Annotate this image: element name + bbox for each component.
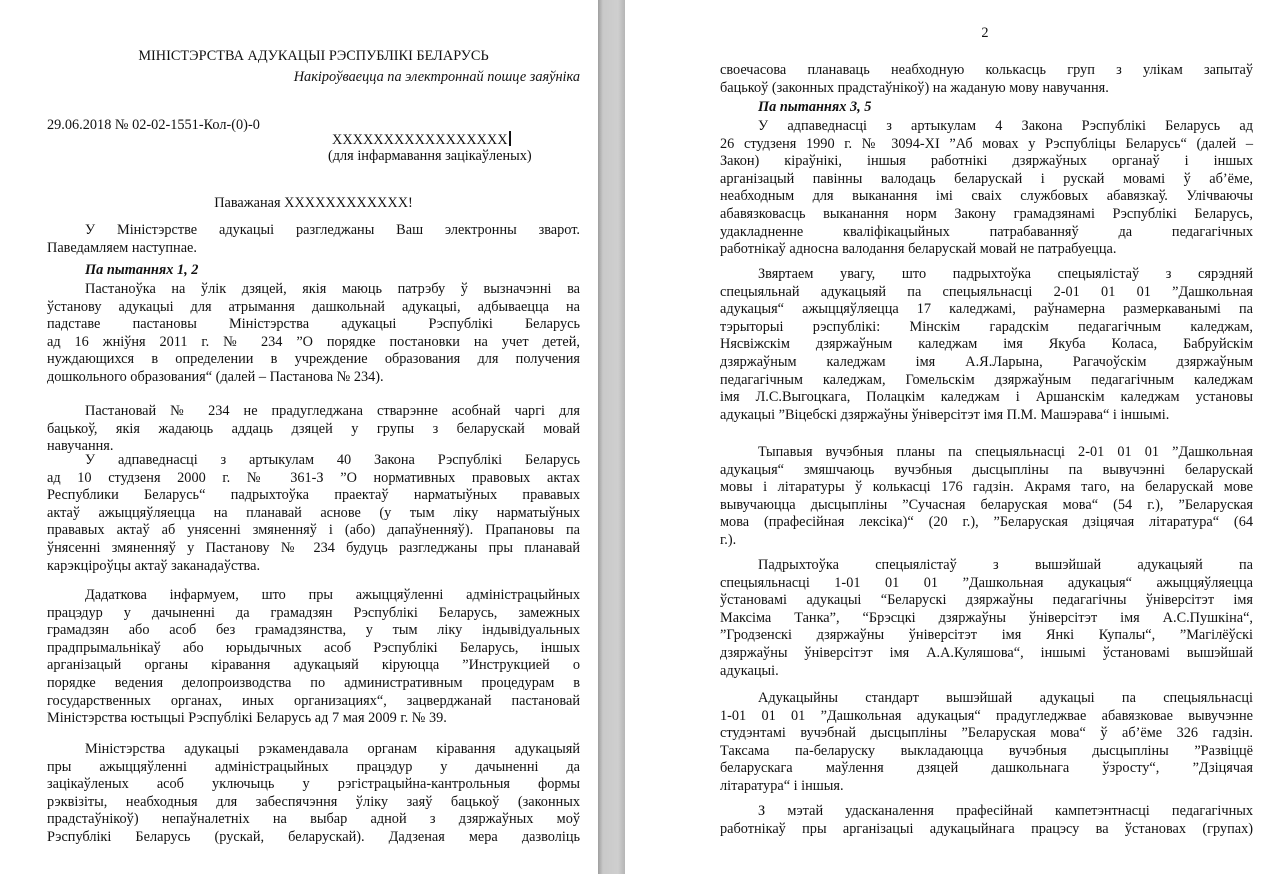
right_page.para_6-line: Закон) кіраўнікі, іншыя работнікі дзяржаўных органаў і іншых: [720, 153, 1253, 170]
right_page.para_10-line: студэнтамі вучэбнай дысцыпліны ”Беларуская мова“ ў аб’ёме 326 гадзін.: [720, 725, 1253, 742]
left_page.para_1-line: дошкольного образования“ (далей – Пастанова № 234).: [47, 369, 384, 385]
right_page.para_7-line: адукацыя“ ажыццяўляецца 17 каледжамі, раўнамерна размеркаванымі па: [720, 301, 1253, 318]
left_page.para_1-line: ўстанову адукацыі для атрымання дашкольнай адукацыі, адбываецца на: [47, 298, 580, 315]
left_page.para_3-line: ўнясенні змяненняў у Пастанову № 234 будуць разгледжаны пры планавай: [47, 540, 580, 556]
document-date-reference: 29.06.2018 № 02-02-1551-Кол-(0)-0: [47, 117, 260, 133]
right_page.para_9-line: адукацыі.: [720, 662, 779, 679]
right_page.para_9-line: ўстановамі адукацыі “Беларускі дзяржаўны педагагічны ўніверсітэт імя: [720, 592, 1253, 609]
section-heading-1-2: Па пытаннях 1, 2: [85, 262, 199, 278]
right_page.para_9-line: Максіма Танка”, “Брэсцкі дзяржаўны ўніверсітэт імя А.С.Пушкіна“,: [720, 609, 1253, 626]
right_page.para_6-line: удакладненне кваліфікацыйных патрабаванняў да педагагічных: [720, 223, 1253, 240]
right_page.para_7-line: Звяртаем увагу, што падрыхтоўка спецыялістаў з сярэдняй: [758, 266, 1253, 282]
right_page.para_8-line: вывучаюцца дысцыпліны ”Сучасная беларуская мова“ (54 г.), ”Беларуская: [720, 496, 1253, 513]
left_page.para_4-line: Міністэрства юстыцыі Рэспублікі Беларусь ад 7 мая 2009 г. № 39.: [47, 710, 447, 727]
left_page.para_4-line: порядке ведения делопроизводства по административным процедурам в: [47, 675, 580, 691]
right_page.para_7-line: спецыяльнай адукацыяй па спецыяльнасці 2-01 01 01 ”Дашкольная: [720, 283, 1253, 300]
left_page.para_3-line: карэкціроўцы актаў заканадаўства.: [47, 557, 261, 574]
right_page.para_11-line: З мэтай удасканалення прафесійнай кампетэнтнасці педагагічных: [758, 803, 1253, 819]
section-heading-3-5: Па пытаннях 3, 5: [758, 99, 872, 115]
left_page.para_5-line: зацікаўленых асоб уключыць у рэгістрацыйна-кантрольныя формы: [47, 776, 580, 793]
left_page.para_1-line: Пастаноўка на ўлік дзяцей, якія маюць патрэбу ў вызначэнні ва: [85, 281, 580, 297]
right_page.para_8-line: г.).: [720, 532, 737, 548]
left_page.para_2-line: бацькоў, якія жадаюць аддаць дзяцей у групы з беларускай мовай: [47, 420, 580, 437]
right_page.para_8-line: мова (прафесійная лексіка)“ (20 г.), ”Беларуская дзіцячая літаратура“ (64: [720, 514, 1253, 531]
left_page.intro-line: У Міністэрстве адукацыі разгледжаны Ваш электронны зварот.: [85, 222, 580, 238]
left_page.para_3-line: ад 10 студзеня 2000 г. № 361-З ”О нормативных правовых актах: [47, 469, 580, 486]
left_page.para_1-line: ад 16 жніўня 2011 г. № 234 ”О порядке постановки на учет детей,: [47, 333, 580, 350]
right_page.para_7-line: дзяржаўным каледжам імя А.Я.Ларына, Рагачоўскім дзяржаўным: [720, 354, 1253, 370]
right_page.para_8-line: адукацыя“ змяшчаюць вучэбныя дысцыпліны па вывучэнні беларускай: [720, 461, 1253, 478]
right_page.para_9-line: ”Гродзенскі дзяржаўны ўніверсітэт імя Янкі Купалы“, ”Магілёўскі: [720, 627, 1253, 644]
document-page-1: [0, 0, 598, 874]
left_page.para_1-line: нуждающихся в определении в учреждение образования для получения: [47, 351, 580, 368]
right_page.para_7-line: адукацыі ”Віцебскі дзяржаўны ўніверсітэт імя П.М. Машэрава“ і іншымі.: [720, 406, 1170, 423]
right_page.para_6-line: абавязковасць выканання норм Закону грамадзянамі Рэспублікі Беларусь,: [720, 206, 1253, 222]
left_page.para_3-line: актаў ажыццяўляецца на планавай аснове (у тым ліку нарматыўных: [47, 504, 580, 521]
right_page.para_8-line: мовы і літаратуры ў колькасці 176 гадзін. Акрамя таго, на беларускай мове: [720, 479, 1253, 496]
right_page.para_7-line: імя Л.С.Выгоцкага, Полацкім каледжам і Аршанскім каледжам установы: [720, 389, 1253, 406]
right_page.para_10-line: беларускага маўлення дзяцей дашкольнага ўзросту“, ”Дзіцячая: [720, 760, 1253, 777]
left_page.para_3-line: прававых актаў аб унясенні змяненняў і (або) дапаўненняў). Прапановы па: [47, 522, 580, 539]
page-number: 2: [981, 25, 989, 41]
left_page.para_4-line: грамадзян або асоб без грамадзянства, у тым ліку індывідуальных: [47, 622, 580, 639]
left_page.para_4-line: Дадаткова інфармуем, што пры ажыццяўленні адміністрацыйных: [85, 587, 580, 603]
right_page.para_cont-line: бацькоў (законных прадстаўнікоў) на жаданую мову навучання.: [720, 79, 1109, 96]
right_page.para_10-line: літаратура“ і іншыя.: [720, 778, 844, 794]
left_page.para_3-line: Республики Беларусь“ падрыхтоўка праектаў нарматыўных прававых: [47, 487, 580, 504]
right_page.para_7-line: Нясвіжскім дзяржаўным каледжам імя Якуба Коласа, Бабруйскім: [720, 336, 1253, 353]
header-delivery-note: Накіроўваецца па электроннай пошце заяўніка: [293, 69, 580, 85]
right_page.para_9-line: Падрыхтоўка спецыялістаў з вышэйшай адукацыяй па: [758, 557, 1253, 573]
right_page.para_7-line: педагагічным каледжам, Гомельскім дзяржаўным педагагічным каледжам: [720, 371, 1253, 388]
right_page.para_6-line: арганізацый павінны валодаць беларускай і рускай мовамі ў аб’ёме,: [720, 170, 1253, 187]
right_page.para_9-line: дзяржаўны ўніверсітэт імя А.А.Куляшова“, іншымі ўстановамі вышэйшай: [720, 645, 1253, 661]
left_page.para_5-line: Міністэрства адукацыі рэкамендавала органам кіравання адукацыяй: [85, 741, 580, 757]
right_page.para_10-line: Адукацыйны стандарт вышэйшай адукацыі па спецыяльнасці: [758, 690, 1253, 706]
left_page.para_5-line: Рэспублікі Беларусь (рускай, беларускай). Дадзеная мера дазволіць: [47, 829, 580, 845]
right_page.para_6-line: работнікаў адносна валодання беларускай мовай не патрабуецца.: [720, 241, 1117, 258]
right_page.para_6-line: неабходным для выканання імі сваіх службовых абавязкаў. Улічваючы: [720, 188, 1253, 205]
right_page.para_8-line: Тыпавыя вучэбныя планы па спецыяльнасці 2-01 01 01 ”Дашкольная: [758, 444, 1253, 460]
right_page.para_6-line: У адпаведнасці з артыкулам 4 Закона Рэспублікі Беларусь ад: [758, 118, 1253, 134]
right_page.para_6-line: 26 студзеня 1990 г. № 3094-XI ”Аб мовах у Рэспубліцы Беларусь“ (далей –: [720, 135, 1253, 152]
left_page.para_5-line: рэквізіты, неабходныя для забеспячэння ўліку заяў бацькоў (законных: [47, 793, 580, 810]
right_page.para_10-line: Таксама па-беларуску выкладаюцца вучэбныя дысцыпліны ”Развіццё: [720, 742, 1253, 759]
left_page.intro-line: Паведамляем наступнае.: [47, 239, 197, 256]
left_page.para_3-line: У адпаведнасці з артыкулам 40 Закона Рэспублікі Беларусь: [85, 452, 580, 468]
left_page.para_1-line: падставе пастановы Міністэрства адукацыі Рэспублікі Беларусь: [47, 316, 580, 333]
header-ministry-title: МІНІСТЭРСТВА АДУКАЦЫІ РЭСПУБЛІКІ БЕЛАРУСЬ: [138, 48, 489, 64]
left_page.para_5-line: пры ажыццяўленні адміністрацыйных працэдур у дачыненні да: [47, 758, 580, 775]
right_page.para_11-line: работнікаў пры арганізацыі адукацыйнага працэсу ва ўстановах (групах): [720, 820, 1253, 837]
left_page.para_4-line: государственных органах, иных организациях“, зацверджанай пастановай: [47, 692, 580, 709]
left_page.para_4-line: прадпрымальнікаў або юрыдычных асоб Рэспублікі Беларусь, іншых: [47, 639, 580, 656]
right_page.para_9-line: спецыяльнасці 1-01 01 01 ”Дашкольная адукацыя“ ажыццяўляецца: [720, 574, 1253, 591]
right_page.para_10-line: 1-01 01 01 ”Дашкольная адукацыя“ прадугледжвае абавязковае вывучэнне: [720, 707, 1253, 724]
right_page.para_cont-line: своечасова планаваць неабходную колькасць груп з улікам запытаў: [720, 62, 1253, 78]
left_page.para_2-line: навучання.: [47, 438, 114, 455]
left_page.para_2-line: Пастановай № 234 не прадугледжана стварэнне асобнай чаргі для: [85, 403, 580, 419]
document-page-2: [625, 0, 1280, 874]
page-separator: [598, 0, 625, 874]
recipient-name: XXXXXXXXXXXXXXXXX: [332, 131, 582, 150]
recipient-note: (для інфармавання зацікаўленых): [328, 148, 532, 164]
left_page.para_4-line: арганізацый органы кіравання адукацыяй кіруюцца ”Инструкцией о: [47, 657, 580, 674]
salutation: Паважаная XXXXXXXXXXXX!: [214, 195, 413, 211]
left_page.para_4-line: працэдур у дачыненні да грамадзян Рэспублікі Беларусь, замежных: [47, 604, 580, 621]
left_page.para_5-line: прадстаўнікоў) непаўналетніх на выбар адной з дзяржаўных моў: [47, 811, 580, 828]
text-cursor: [509, 131, 511, 146]
right_page.para_7-line: тэрыторыі рэспублікі: Мінскім гарадскім педагагічным каледжам,: [720, 318, 1253, 335]
